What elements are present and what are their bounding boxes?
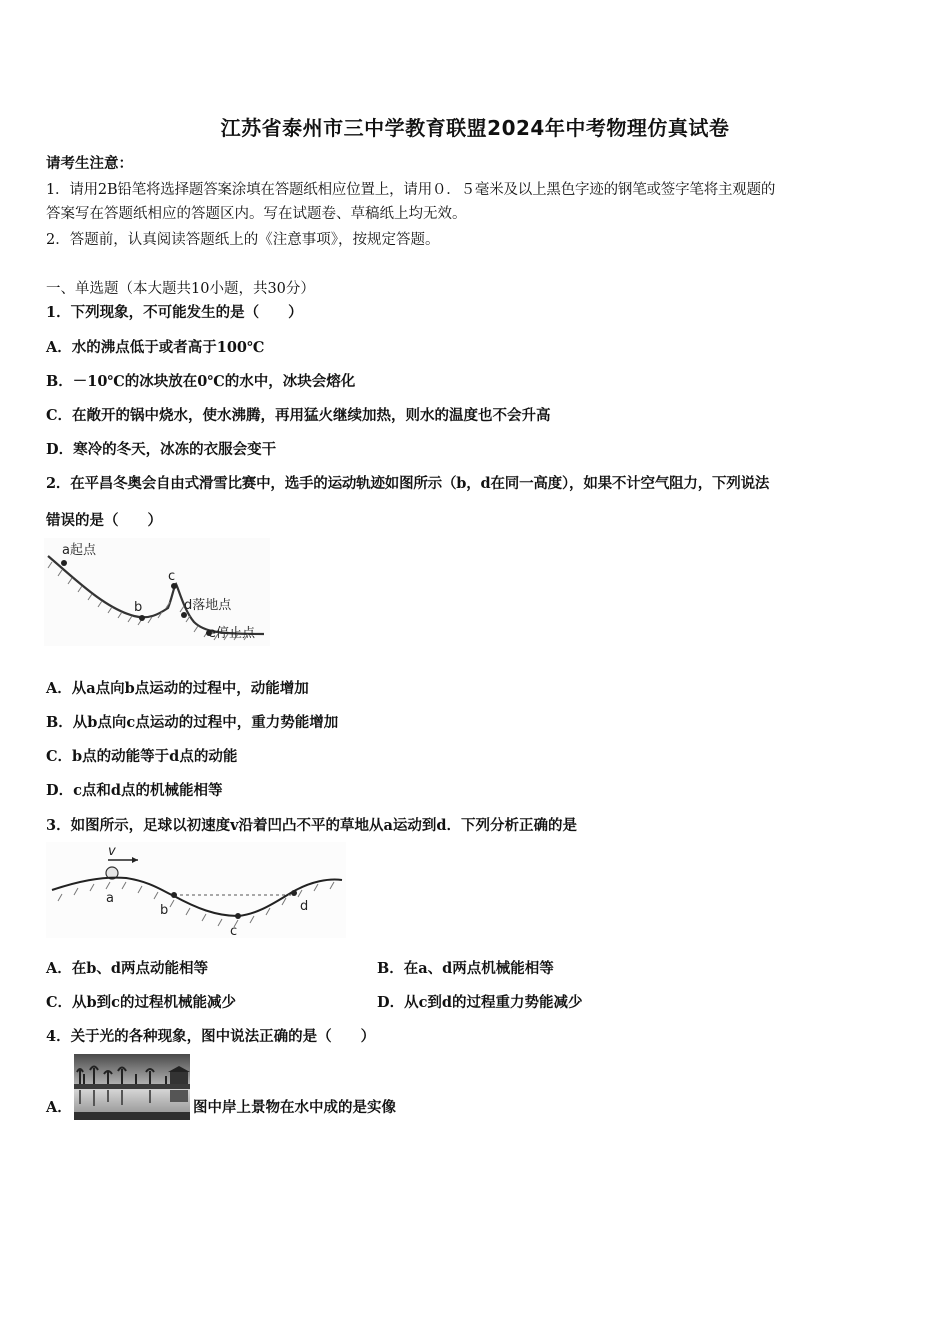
q1-option-b: B．－10℃的冰块放在0℃的水中，冰块会熔化 xyxy=(46,373,356,390)
q2-option-c: C．b点的动能等于d点的动能 xyxy=(46,748,238,765)
football-terrain-figure xyxy=(46,842,346,938)
point-a xyxy=(61,560,67,566)
label-d: d xyxy=(300,899,309,914)
q4-option-a-text: 图中岸上景物在水中成的是实像 xyxy=(193,1099,396,1116)
page-title: 江苏省泰州市三中学教育联盟2024年中考物理仿真试卷 xyxy=(220,116,730,140)
q2-stem-cont: 错误的是（ ） xyxy=(46,512,162,529)
q3-option-a: A．在b、d两点动能相等 xyxy=(46,960,209,977)
q2-option-d: D．c点和d点的机械能相等 xyxy=(46,782,223,799)
q2-stem: 2．在平昌冬奥会自由式滑雪比赛中，选手的运动轨迹如图所示（b，d在同一高度），如果不计空气阻力，下列说法 xyxy=(46,475,770,492)
q2-option-b: B．从b点向c点运动的过程中，重力势能增加 xyxy=(46,714,339,731)
point-c xyxy=(235,913,241,919)
label-b: b xyxy=(160,903,169,918)
q1-stem: 1．下列现象，不可能发生的是（ ） xyxy=(46,304,303,321)
q1-option-a: A．水的沸点低于或者高于100℃ xyxy=(46,339,265,356)
section-heading: 一、单选题（本大题共10小题，共30分） xyxy=(46,281,315,297)
label-b: b xyxy=(134,600,143,615)
q3-option-b: B．在a、d两点机械能相等 xyxy=(377,960,554,977)
q3-stem: 3．如图所示，足球以初速度v沿着凹凸不平的草地从a运动到d．下列分析正确的是 xyxy=(46,817,578,834)
point-b xyxy=(139,615,145,621)
q1-option-d: D．寒冷的冬天，冰冻的衣服会变干 xyxy=(46,441,277,458)
q1-option-c: C．在敞开的锅中烧水，使水沸腾，再用猛火继续加热，则水的温度也不会升高 xyxy=(46,407,551,424)
notice-item-1-cont: 答案写在答题纸相应的答题区内。写在试题卷、草稿纸上均无效。 xyxy=(46,206,467,222)
label-a: a xyxy=(106,891,114,906)
notice-item-2: 2．答题前，认真阅读答题纸上的《注意事项》，按规定答题。 xyxy=(46,232,440,248)
lakeside-reflection-photo xyxy=(74,1054,190,1120)
point-d xyxy=(291,890,297,896)
notice-heading: 请考生注意： xyxy=(46,155,133,172)
q4-stem: 4．关于光的各种现象，图中说法正确的是（ ） xyxy=(46,1028,376,1045)
point-b xyxy=(171,892,177,898)
label-c: c xyxy=(168,569,176,584)
label-a: a起点 xyxy=(62,543,96,558)
q3-option-d: D．从c到d的过程重力势能减少 xyxy=(377,994,583,1011)
q2-option-a: A．从a点向b点运动的过程中，动能增加 xyxy=(46,680,309,697)
label-v: v xyxy=(108,844,116,859)
label-c: c xyxy=(230,924,238,938)
notice-item-1: 1．请用2B铅笔将选择题答案涂填在答题纸相应位置上，请用０．５毫米及以上黑色字迹的钢笔或签字笔将主观题的 xyxy=(46,182,776,198)
q3-option-c: C．从b到c的过程机械能减少 xyxy=(46,994,237,1011)
label-d: d落地点 xyxy=(184,598,232,613)
label-e: e停止点 xyxy=(208,626,255,641)
q4-option-a-label: A． xyxy=(46,1099,72,1116)
ski-trajectory-figure xyxy=(44,538,270,646)
